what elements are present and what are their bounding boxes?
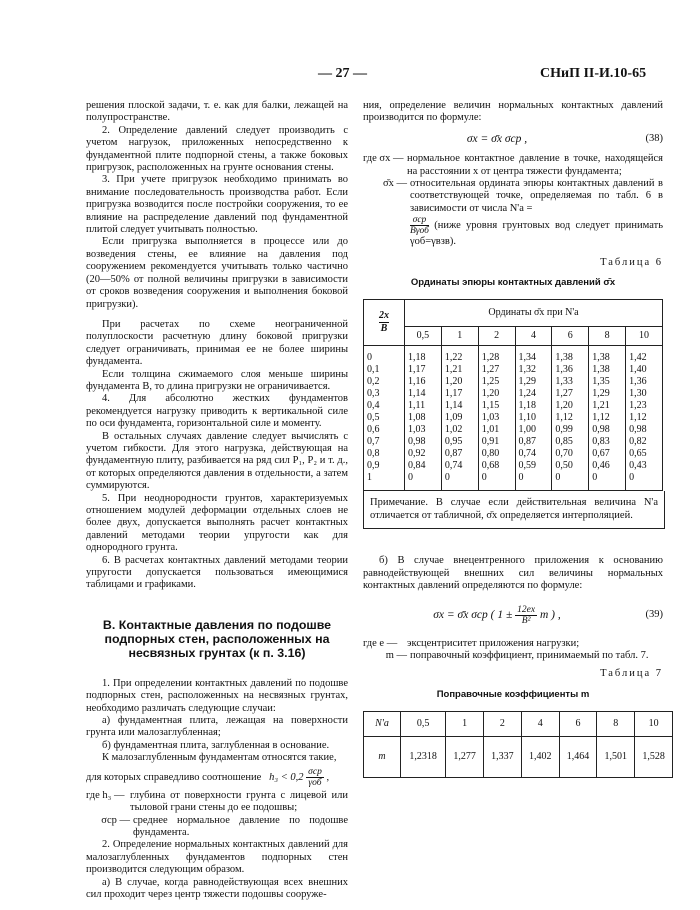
table-6-cell: 0,59	[518, 460, 537, 472]
table-6-row-header: 1	[367, 472, 372, 484]
paragraph: ния, определение величин нормальных контактных давлений производится по формуле:	[363, 100, 663, 124]
paragraph: а) фундаментная плита, лежащая на поверхности грунта или малозаглубленная;	[86, 715, 348, 739]
table-6-cell: 1,10	[518, 412, 537, 424]
paragraph: б) фундаментная плита, заглубленная в основание.	[102, 739, 330, 751]
table-6-title: Ординаты эпюры контактных давлений σ̄x	[410, 277, 616, 289]
table-7-label: Таблица 7	[600, 668, 663, 680]
table-6-cell: 1,23	[629, 400, 647, 412]
table-6-cell: 1,32	[518, 364, 537, 376]
table-6-cell: 0	[592, 472, 598, 484]
table-6-cell: 1,02	[444, 424, 463, 436]
table-6-cell: 0,43	[629, 460, 647, 472]
table-6-label: Таблица 6	[600, 256, 663, 268]
table-7-title: Поправочные коэффициенты m	[436, 688, 590, 700]
table-6-cell: 1,11	[408, 400, 426, 412]
table-6-cell: 0,99	[555, 424, 573, 436]
table-6-cell: 1,27	[555, 388, 573, 400]
table-6-row-header: 0,7	[367, 436, 380, 448]
paragraph: 4. Для абсолютно жестких фундаментов рекомендуется нагрузку приводить к вертикальной силе по оси фундамента, горизонтальной силе и моменту.	[86, 393, 348, 430]
equation-38: σx = σ̄x σср , (38)	[466, 132, 663, 145]
table-6-cell: 0,83	[592, 436, 610, 448]
table-7-cell: 1,464	[559, 737, 597, 778]
table-7-col-header: 1	[446, 712, 484, 737]
table-6-cell: 0,68	[481, 460, 500, 472]
table-6-cell: 0	[481, 472, 487, 484]
table-6-cell: 0,85	[555, 436, 573, 448]
table-6-cell: 1,14	[444, 400, 463, 412]
paragraph: 1. При определении контактных давлений по подошве подпорных стен, расположенных на несвязных грунтах, необходимо различать следующие случаи:	[86, 677, 348, 714]
table-6-col-header: 2	[478, 327, 515, 346]
table-7-col-header: 8	[597, 712, 635, 737]
table-6-cell: 1,14	[408, 388, 426, 400]
table-6-cell: 1,15	[481, 400, 500, 412]
paragraph: В остальных случаях давление следует вычислять с учетом гибкости. Для этого нагрузка, действующая на фундаментную плиту, разбивается на ряд сил P₁, P₂ и т. д., от которых определяются давления в отдельности, а затем суммируются.	[86, 430, 348, 492]
table-6-cell: 1,30	[629, 388, 647, 400]
table-6-row-header: 0	[367, 352, 372, 364]
table-6-cell: 1,40	[629, 364, 647, 376]
table-6-cell: 1,18	[518, 400, 537, 412]
table-6-cell: 0,84	[408, 460, 426, 472]
document-code: СНиП II-И.10-65	[540, 66, 647, 81]
table-6-cell: 1,33	[555, 376, 573, 388]
table-6-cell: 1,36	[629, 376, 647, 388]
table-6-cell: 1,36	[555, 364, 573, 376]
table-6-cell: 0,50	[555, 460, 573, 472]
table-6-cell: 1,20	[444, 376, 463, 388]
table-6-cell: 0,87	[518, 436, 537, 448]
table-7-col-header: 2	[484, 712, 522, 737]
page-number: — 27 —	[318, 66, 367, 81]
table-6-cell: 1,00	[518, 424, 537, 436]
definition-h3: где h₃ — глубина от поверхности грунта с лицевой или тыловой грани стены до ее подошвы;	[86, 789, 348, 814]
table-7-col-header: 4	[521, 712, 559, 737]
left-column	[86, 100, 348, 901]
table-6-note: Примечание. В случае если действительная величина N'а отличается от табличной, σ̄x определяется интерполяцией.	[363, 491, 665, 529]
table-6-cell: 1,27	[481, 364, 500, 376]
table-7-cell: 1,501	[597, 737, 635, 778]
table-6-cell: 1,22	[444, 352, 463, 364]
table-6-cell: 1,21	[444, 364, 463, 376]
table-6-cell: 1,35	[592, 376, 610, 388]
table-7-corner: N'а	[364, 712, 401, 737]
right-column	[363, 100, 663, 778]
paragraph: При расчетах по схеме неограниченной полуплоскости расчетную длину боковой пригрузки следует ограничивать, принимая ее не более ширины фундамента.	[86, 318, 348, 368]
table-6-cell: 1,01	[481, 424, 500, 436]
table-7-cell: 1,337	[484, 737, 522, 778]
table-6-cell: 1,12	[592, 412, 610, 424]
table-6-cell: 0	[444, 472, 450, 484]
table-7-col-header: 0,5	[401, 712, 446, 737]
table-6-cell: 0,67	[592, 448, 610, 460]
table-7-col-header: 10	[635, 712, 673, 737]
table-6-cell: 1,03	[408, 424, 426, 436]
table-6-cell: 1,08	[408, 412, 426, 424]
table-6-column	[626, 346, 663, 491]
table-6-cell: 1,20	[481, 388, 500, 400]
paragraph: Если пригрузка выполняется в процессе или до возведения стены, ее влияние на давления под сооружением рекомендуется учитывать только частично (20—50% от полной величины пригрузки в зависимости от сроков возведения сооружения и выполнения боковой пригрузки).	[86, 236, 348, 310]
table-6-cell: 1,17	[444, 388, 463, 400]
table-6-column	[552, 346, 589, 491]
table-6-col-header: 10	[626, 327, 663, 346]
table-6-cell: 1,29	[592, 388, 610, 400]
table-6-cell: 0	[555, 472, 561, 484]
paragraph: решения плоской задачи, т. е. как для балки, лежащей на полупространстве.	[86, 100, 348, 124]
table-6-cell: 0,65	[629, 448, 647, 460]
table-6-cell: 0	[518, 472, 524, 484]
table-6-cell: 0	[408, 472, 413, 484]
table-6-cell: 1,21	[592, 400, 610, 412]
paragraph: 5. При неоднородности грунтов, характеризуемых отношением модулей деформации отдельных слоев не более двух, допускается выполнять расчет контактных давлений методами теории упругости как для однородного грунта.	[86, 492, 348, 554]
paragraph: К малозаглубленным фундаментам относятся такие,	[102, 752, 337, 764]
table-7-cell: 1,402	[521, 737, 559, 778]
table-6-column	[478, 346, 515, 491]
definition-sigma-bar-x: σ̄x — относительная ордината эпюры контактных давлений в соответствующей точке, определяемая по табл. 6 в зависимости от числа N'а = $\frac{\text{σср}}{\text{Bγоб}}$ (ниже уровня грунтовых вод следует принимать γоб=γвзв).	[382, 178, 663, 248]
table-6-cell: 1,42	[629, 352, 647, 364]
table-6-cell: 0,80	[481, 448, 500, 460]
table-6-cell: 0,98	[592, 424, 610, 436]
table-6-column	[405, 346, 442, 491]
paragraph: 6. В расчетах контактных давлений методами теории упругости допускается пользоваться имеющимися таблицами и графиками.	[86, 554, 348, 591]
table-6-row-header: 0,3	[367, 388, 380, 400]
table-6-cell: 1,12	[555, 412, 573, 424]
table-7-rowkey: m	[364, 737, 401, 778]
table-6-column	[441, 346, 478, 491]
table-6-cell: 0,98	[629, 424, 647, 436]
table-6-corner: $\frac{2x}{B}$	[364, 300, 405, 346]
table-6-cell: 1,38	[555, 352, 573, 364]
table-6-row-header: 0,9	[367, 460, 380, 472]
table-6-cell: 1,12	[629, 412, 647, 424]
table-6-col-header: 6	[552, 327, 589, 346]
table-6-cell: 1,18	[408, 352, 426, 364]
table-6-cell: 0,92	[408, 448, 426, 460]
table-6-col-header: 4	[515, 327, 552, 346]
table-6-row-header: 0,5	[367, 412, 380, 424]
section-heading: В. Контактные давления по подошве подпорных стен, расположенных на несвязных грунтах (к п. 3.16)	[102, 617, 332, 660]
paragraph: Если толщина сжимаемого слоя меньше ширины фундамента B, то длина пригрузки не ограничивается.	[86, 368, 348, 392]
table-7-cell: 1,528	[635, 737, 673, 778]
table-6-cell: 1,24	[518, 388, 537, 400]
table-7	[363, 711, 673, 778]
table-6-cell: 0,74	[518, 448, 537, 460]
definition-m: m — поправочный коэффициент, принимаемый по табл. 7.	[385, 649, 649, 661]
table-6-cell: 0,46	[592, 460, 610, 472]
table-6	[363, 299, 663, 491]
table-6-cell: 0,87	[444, 448, 463, 460]
table-6-col-header: 0,5	[405, 327, 442, 346]
table-6-cell: 0	[629, 472, 635, 484]
table-6-group-header: Ординаты σ̄x при N'а	[405, 300, 663, 327]
table-6-cell: 1,20	[555, 400, 573, 412]
paragraph: а) В случае, когда равнодействующая всех внешних сил проходит через центр тяжести подошвы сооруже-	[86, 876, 348, 900]
table-6-row-header: 0,6	[367, 424, 380, 436]
table-6-cell: 1,38	[592, 352, 610, 364]
definition-sigma-x: где σx — нормальное контактное давление в точке, находящейся на расстоянии x от центра тяжести фундамента;	[363, 153, 663, 177]
table-6-row-headers	[364, 346, 405, 491]
table-6-column	[589, 346, 626, 491]
table-6-row-header: 0,1	[367, 364, 380, 376]
paragraph: 2. Определение давлений следует производить с учетом нагрузок, приложенных непосредственно к фундаментной плите подпорной стены, а также боковых пригрузок, расположенных на грунте основания стены.	[86, 124, 348, 174]
table-7-cell: 1,2318	[401, 737, 446, 778]
definition-sigma-avg: σср — среднее нормальное давление по подошве фундамента.	[101, 814, 348, 838]
table-7-col-header: 6	[559, 712, 597, 737]
table-6-col-header: 1	[441, 327, 478, 346]
table-6-cell: 1,28	[481, 352, 500, 364]
table-6-row-header: 0,8	[367, 448, 380, 460]
table-6-row-header: 0,4	[367, 400, 380, 412]
table-6-cell: 0,95	[444, 436, 463, 448]
table-6-row-header: 0,2	[367, 376, 380, 388]
table-6-cell: 1,16	[408, 376, 426, 388]
paragraph: 2. Определение нормальных контактных давлений для малозаглубленных фундаментов подпорных стен производится следующим образом.	[86, 839, 348, 876]
table-6-cell: 0,74	[444, 460, 463, 472]
table-6-cell: 1,03	[481, 412, 500, 424]
paragraph: 3. При учете пригрузок необходимо принимать во внимание последовательность производства работ. Если пригрузка возводится после постройки сооружения, то ее влияние на распределение давлений под фундаментной плитой следует учитывать полностью.	[86, 174, 348, 236]
table-6-cell: 1,38	[592, 364, 610, 376]
table-6-col-header: 8	[589, 327, 626, 346]
table-6-cell: 0,82	[629, 436, 647, 448]
table-6-column	[515, 346, 552, 491]
equation-39: σx = σ̄x σср ( 1 ± $\frac{12ex}{\text{B²}}$ m ) , (39)	[433, 604, 663, 626]
paragraph: б) В случае внецентренного приложения к основанию равнодействующей внешних сил величины нормальных контактных давлений определяются по формуле:	[363, 555, 663, 592]
table-6-cell: 1,29	[518, 376, 537, 388]
table-6-cell: 1,09	[444, 412, 463, 424]
table-6-cell: 0,91	[481, 436, 500, 448]
table-7-cell: 1,277	[446, 737, 484, 778]
table-6-cell: 1,25	[481, 376, 500, 388]
definition-e: где e — эксцентриситет приложения нагрузки;	[363, 637, 580, 649]
table-6-cell: 1,17	[408, 364, 426, 376]
table-6-cell: 1,34	[518, 352, 537, 364]
table-6-cell: 0,98	[408, 436, 426, 448]
table-6-cell: 0,70	[555, 448, 573, 460]
inequality-line: для которых справедливо соотношение h₃ < 0,2 $\frac{\text{σср}}{\text{γоб}}$ ,	[86, 766, 330, 788]
